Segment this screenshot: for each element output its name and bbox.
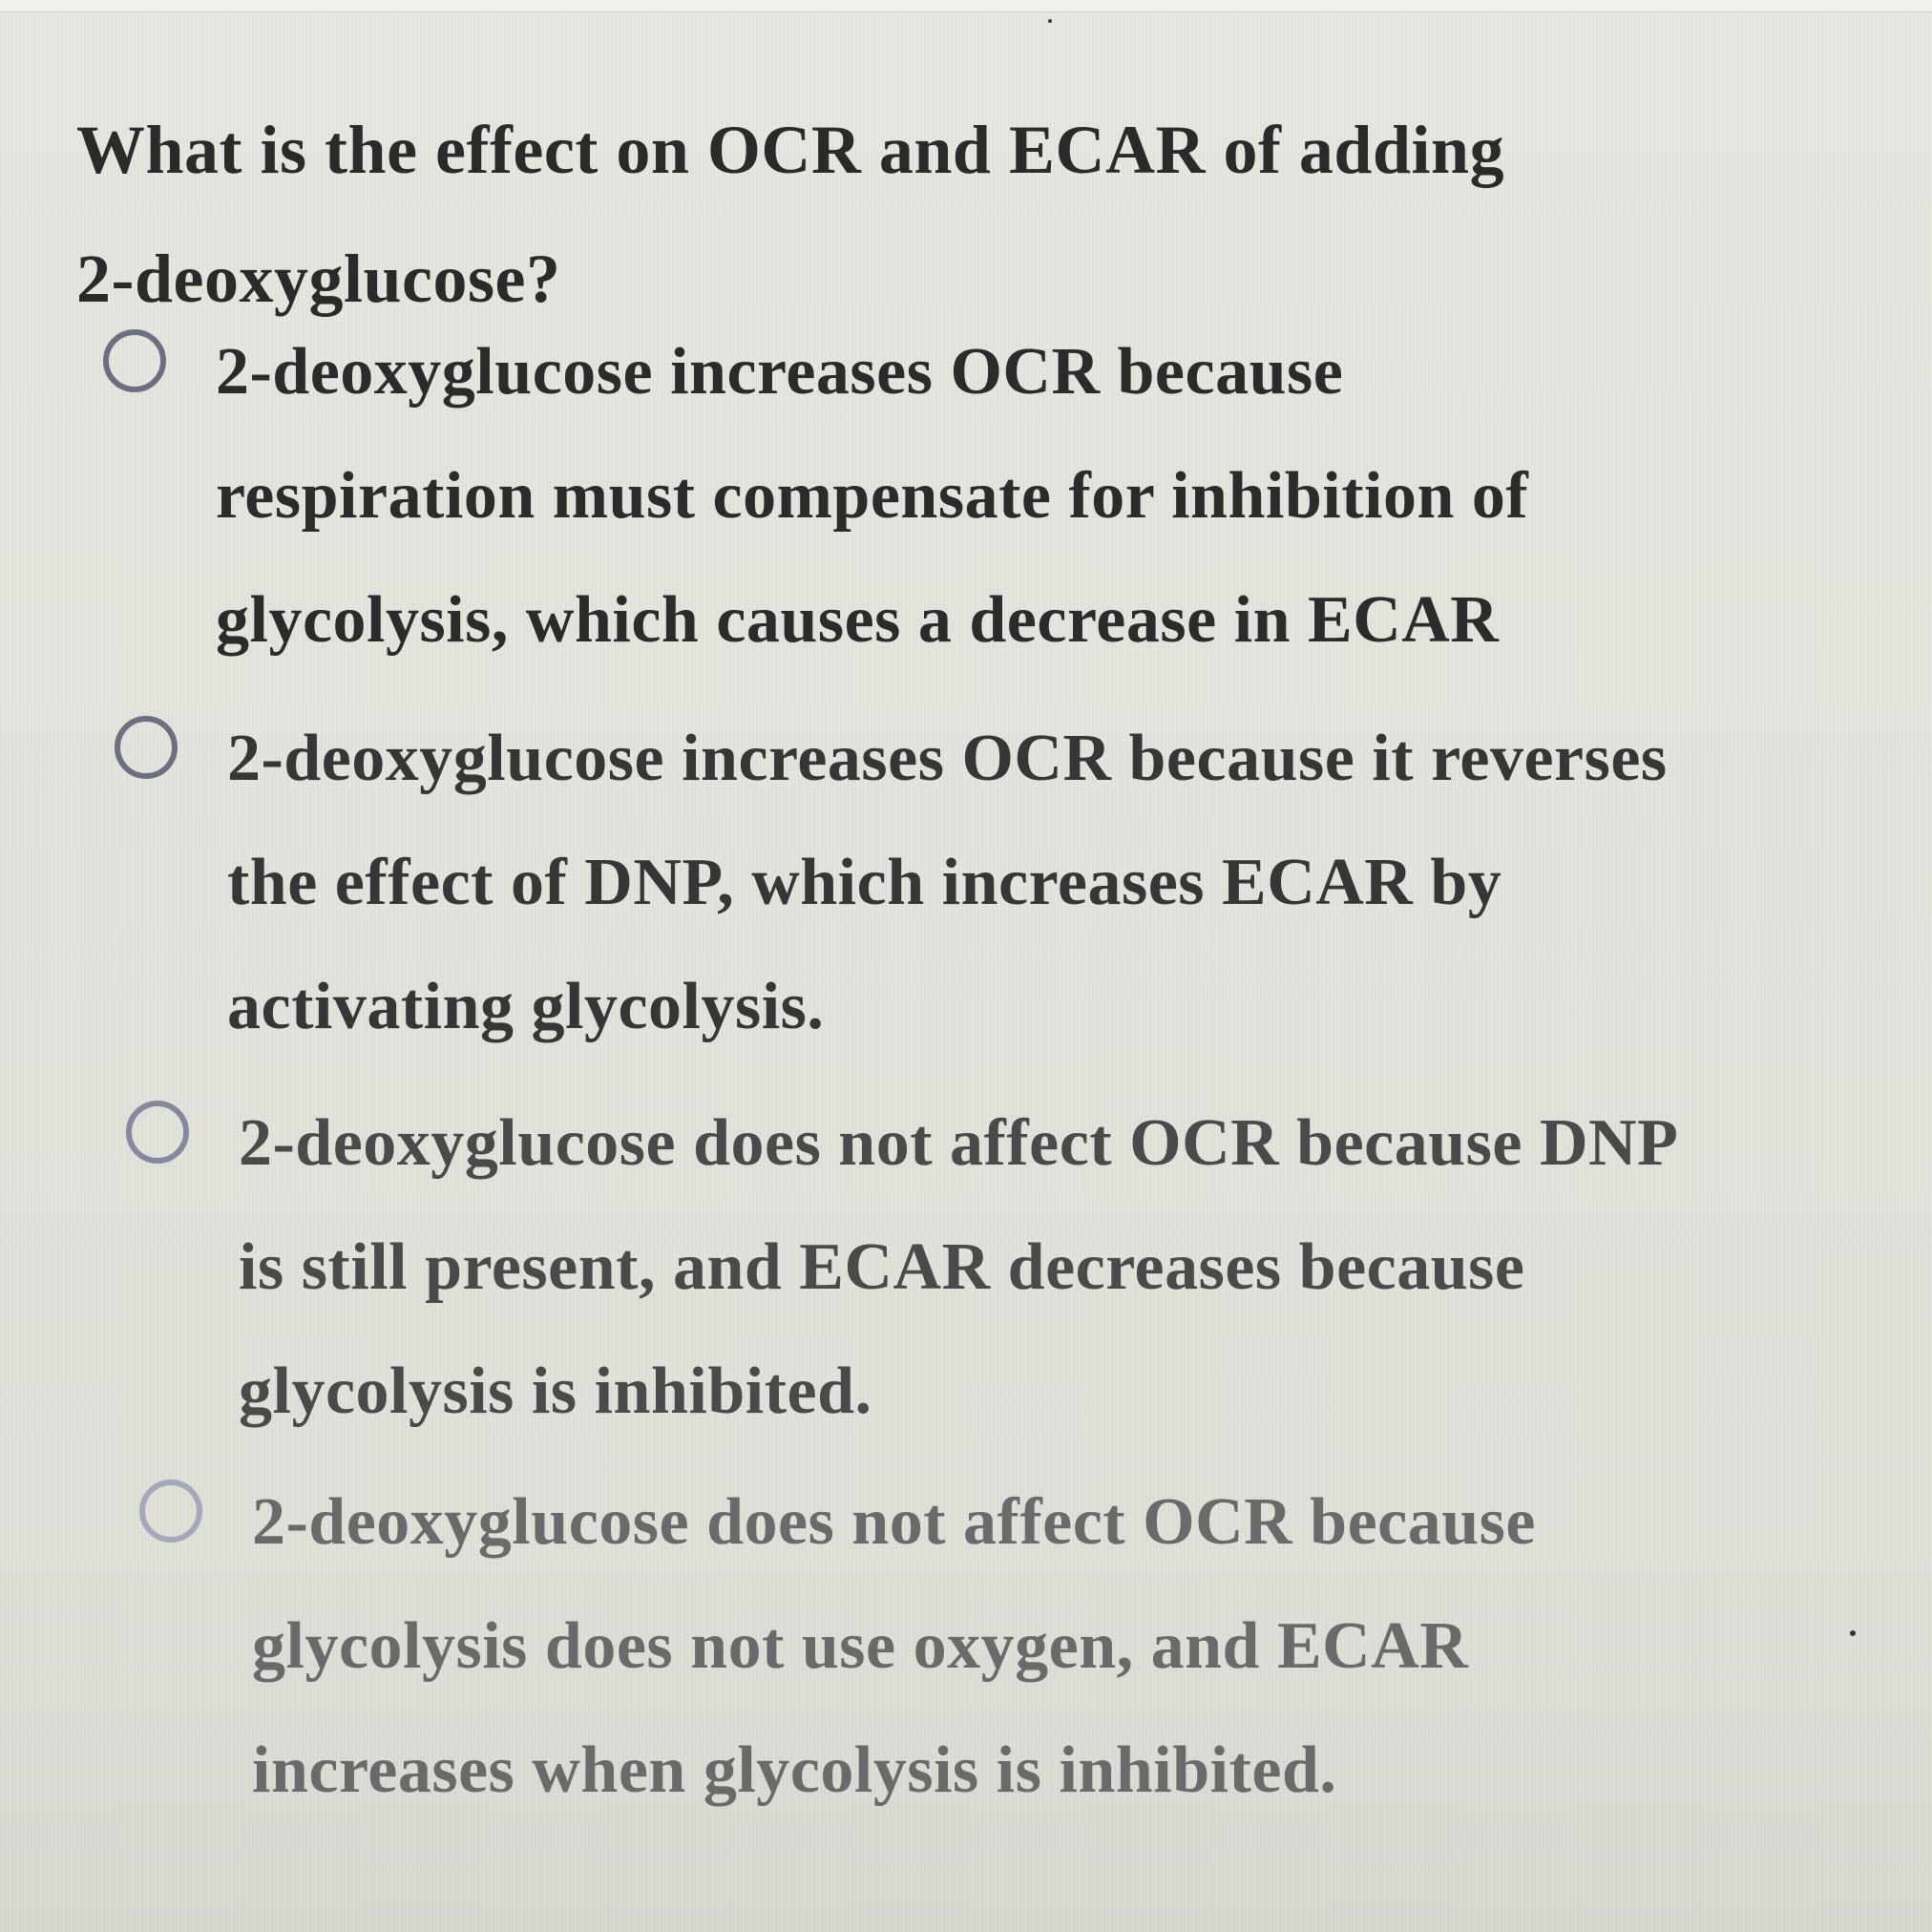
answer-option-3-label[interactable]: 2-deoxyglucose does not affect OCR because DNP is still present, and ECAR decreases because glycolysis is inhibited. (239, 1106, 1675, 1428)
radio-button-3[interactable] (126, 1101, 189, 1164)
radio-button-4[interactable] (139, 1480, 202, 1543)
top-bar (0, 0, 1932, 12)
answer-option-2-label[interactable]: 2-deoxyglucose increases OCR because it reverses the effect of DNP, which increases ECAR by activating glycolysis. (227, 722, 1668, 1043)
answer-option-1-label[interactable]: 2-deoxyglucose increases OCR because respiration must compensate for inhibition of glycolysis, which causes a decrease in ECAR (216, 335, 1529, 657)
radio-button-1[interactable] (103, 329, 166, 392)
screen-speck (1850, 1630, 1856, 1636)
radio-button-2[interactable] (115, 716, 178, 779)
answer-option-4-label[interactable]: 2-deoxyglucose does not affect OCR because glycolysis does not use oxygen, and ECAR increases when glycolysis is inhibited. (252, 1485, 1536, 1807)
screen-speck (1048, 19, 1052, 23)
question-text: What is the effect on OCR and ECAR of adding 2-deoxyglucose? (76, 112, 1505, 317)
